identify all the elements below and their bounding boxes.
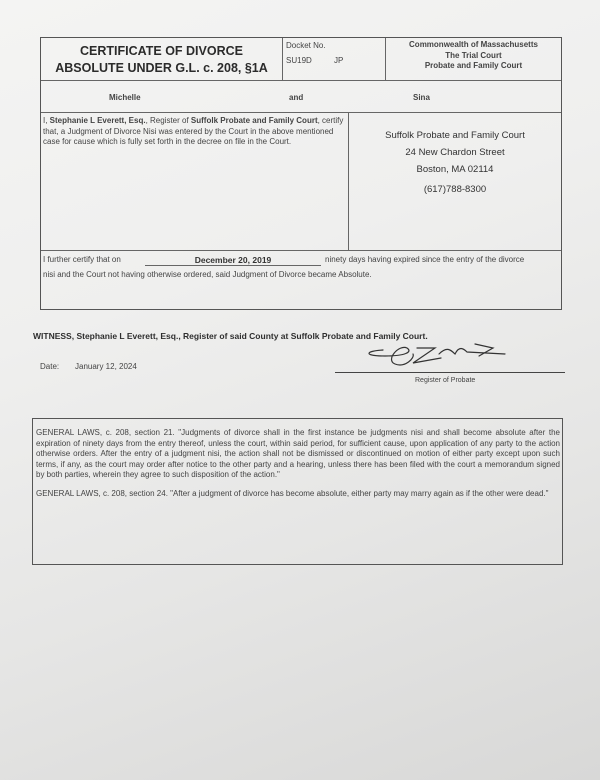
further-certify-suffix: ninety days having expired since the entry of the divorce bbox=[325, 255, 525, 264]
certificate-title-line2: ABSOLUTE UNDER G.L. c. 208, §1A bbox=[55, 61, 268, 75]
court-line3: Probate and Family Court bbox=[424, 61, 523, 70]
parties-conjunction: and bbox=[289, 93, 304, 102]
certificate-title-line1: CERTIFICATE OF DIVORCE bbox=[80, 44, 243, 58]
court-line1: Commonwealth of Massachusetts bbox=[409, 40, 538, 49]
court-name: Suffolk Probate and Family Court bbox=[190, 116, 318, 125]
certification-cell bbox=[41, 113, 349, 251]
court-cell bbox=[386, 38, 561, 81]
title-cell bbox=[41, 38, 283, 81]
register-signature bbox=[355, 338, 515, 368]
court-address-street: 24 New Chardon Street bbox=[405, 147, 505, 158]
docket-label: Docket No. bbox=[286, 41, 326, 50]
parties-row bbox=[41, 81, 561, 113]
absolute-date: December 20, 2019 bbox=[145, 255, 321, 266]
issue-date: January 12, 2024 bbox=[75, 362, 137, 371]
docket-cell bbox=[283, 38, 386, 81]
general-laws-box bbox=[32, 418, 563, 565]
further-certify-prefix: I further certify that on bbox=[43, 255, 121, 264]
further-certify-row bbox=[41, 251, 561, 309]
general-laws-section21: GENERAL LAWS, c. 208, section 21. "Judgments of divorce shall in the first instance be judgments nisi and shall become absolute after the expiration of ninety days from the entry thereof, unless the court, within said period, for sufficient cause, upon application of any party to the action otherwise orders. After the entry of a judgment nisi, the action shall not be dismissed or discontinued on motion of either party except upon such terms, if any, as the court may order after notice to the other party and a hearing, unless there has been filed with the court a memorandum signed by both parties, wherein they agree to such disposition of the action." bbox=[36, 428, 560, 479]
court-line2: The Trial Court bbox=[445, 50, 502, 60]
court-address-name: Suffolk Probate and Family Court bbox=[385, 130, 525, 141]
docket-number: SU19D bbox=[286, 56, 312, 65]
court-address-city: Boston, MA 02114 bbox=[416, 164, 494, 175]
signature-caption: Register of Probate bbox=[415, 377, 476, 384]
certificate-table bbox=[40, 37, 562, 310]
date-label: Date: bbox=[40, 362, 60, 371]
party2-name: Sina bbox=[413, 93, 430, 102]
register-name: Stephanie L Everett, Esq. bbox=[49, 116, 146, 125]
party1-name: Michelle bbox=[109, 93, 141, 102]
signature-line bbox=[335, 372, 565, 373]
further-certify-line2: nisi and the Court not having otherwise ordered, said Judgment of Divorce became Absolute. bbox=[43, 270, 372, 279]
general-laws-section24: GENERAL LAWS, c. 208, section 24. "After a judgment of divorce has become absolute, either party may marry again as if the other were dead." bbox=[36, 488, 549, 498]
witness-text: WITNESS, Stephanie L Everett, Esq., Register of said County at Suffolk Probate and Family Court. bbox=[33, 331, 428, 341]
docket-suffix: JP bbox=[334, 56, 344, 65]
court-phone: (617)788-8300 bbox=[423, 184, 487, 195]
certification-text: I, Stephanie L Everett, Esq., Register of Suffolk Probate and Family Court, certify that, a Judgment of Divorce Nisi was entered by the Court in the above mentioned case for cause which is fully set forth in the decree on file in the Court. bbox=[43, 116, 344, 146]
court-address-cell bbox=[349, 113, 561, 251]
